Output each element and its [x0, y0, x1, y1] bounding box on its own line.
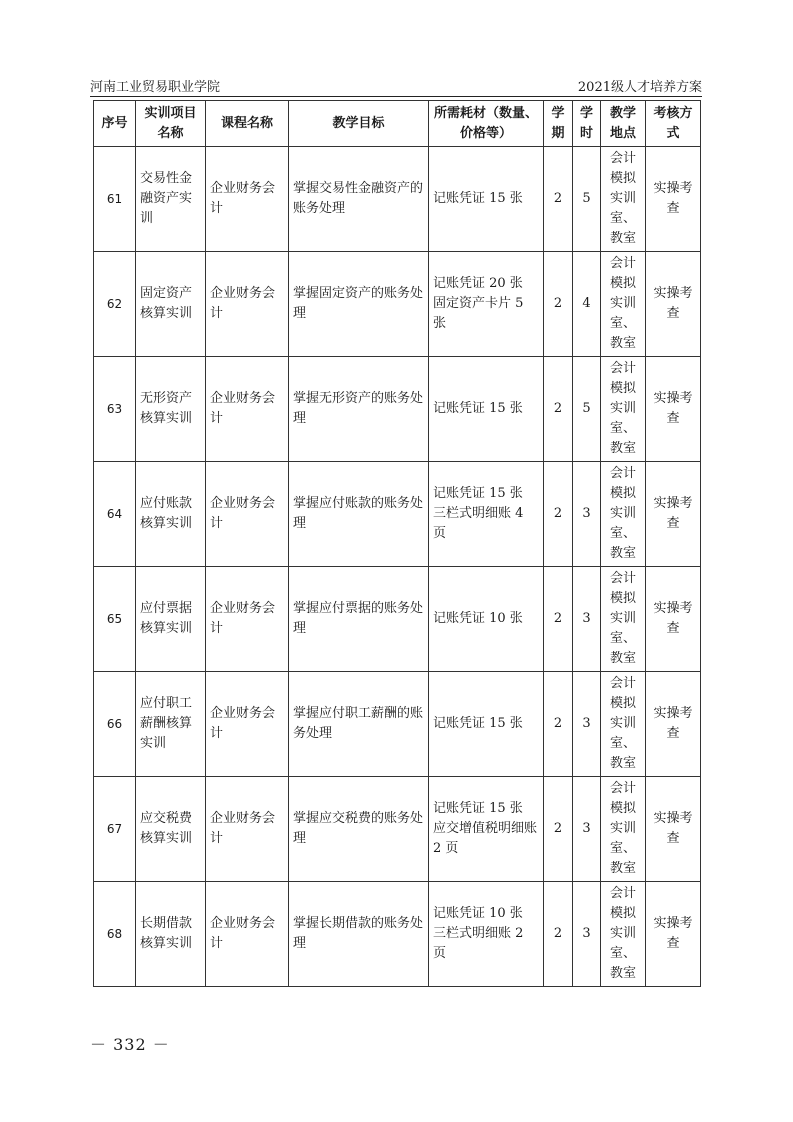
cell-hours: 3 [573, 567, 601, 672]
cell-hours: 3 [573, 777, 601, 882]
cell-course: 企业财务会计 [206, 882, 289, 987]
cell-num: 66 [94, 672, 136, 777]
cell-materials: 记账凭证 15 张 [429, 357, 544, 462]
col-header-place: 教学地点 [601, 101, 646, 147]
cell-goal: 掌握应付职工薪酬的账务处理 [289, 672, 429, 777]
cell-term: 2 [544, 567, 573, 672]
col-header-hours: 学时 [573, 101, 601, 147]
cell-place: 会计模拟实训室、教室 [601, 882, 646, 987]
table-row [94, 567, 701, 672]
cell-place: 会计模拟实训室、教室 [601, 462, 646, 567]
header-row [94, 101, 701, 147]
cell-goal: 掌握长期借款的账务处理 [289, 882, 429, 987]
table-row [94, 252, 701, 357]
training-table [93, 100, 701, 987]
col-header-term: 学期 [544, 101, 573, 147]
cell-assess: 实操考查 [646, 462, 701, 567]
cell-hours: 3 [573, 882, 601, 987]
cell-term: 2 [544, 777, 573, 882]
table-row [94, 672, 701, 777]
cell-course: 企业财务会计 [206, 567, 289, 672]
cell-name: 应交税费核算实训 [136, 777, 206, 882]
cell-num: 62 [94, 252, 136, 357]
cell-materials: 记账凭证 10 张 [429, 567, 544, 672]
cell-hours: 5 [573, 147, 601, 252]
cell-materials: 记账凭证 15 张 三栏式明细账 4 页 [429, 462, 544, 567]
cell-goal: 掌握交易性金融资产的账务处理 [289, 147, 429, 252]
cell-assess: 实操考查 [646, 777, 701, 882]
cell-num: 67 [94, 777, 136, 882]
cell-name: 交易性金融资产实训 [136, 147, 206, 252]
cell-hours: 5 [573, 357, 601, 462]
col-header-goal: 教学目标 [289, 101, 429, 147]
school-name: 河南工业贸易职业学院 [90, 80, 221, 95]
cell-place: 会计模拟实训室、教室 [601, 147, 646, 252]
cell-materials: 记账凭证 15 张 应交增值税明细账 2 页 [429, 777, 544, 882]
cell-course: 企业财务会计 [206, 147, 289, 252]
cell-num: 63 [94, 357, 136, 462]
cell-term: 2 [544, 252, 573, 357]
page-header [90, 76, 702, 97]
cell-goal: 掌握应付账款的账务处理 [289, 462, 429, 567]
cell-place: 会计模拟实训室、教室 [601, 252, 646, 357]
cell-term: 2 [544, 672, 573, 777]
cell-assess: 实操考查 [646, 672, 701, 777]
cell-course: 企业财务会计 [206, 252, 289, 357]
cell-assess: 实操考查 [646, 882, 701, 987]
cell-name: 固定资产核算实训 [136, 252, 206, 357]
col-header-name: 实训项目名称 [136, 101, 206, 147]
cell-term: 2 [544, 882, 573, 987]
cell-num: 61 [94, 147, 136, 252]
cell-hours: 3 [573, 462, 601, 567]
cell-num: 65 [94, 567, 136, 672]
cell-course: 企业财务会计 [206, 462, 289, 567]
cell-name: 应付票据核算实训 [136, 567, 206, 672]
cell-materials: 记账凭证 10 张 三栏式明细账 2 页 [429, 882, 544, 987]
table-row [94, 882, 701, 987]
table-row [94, 357, 701, 462]
cell-materials: 记账凭证 15 张 [429, 672, 544, 777]
cell-num: 64 [94, 462, 136, 567]
table-row [94, 147, 701, 252]
cell-assess: 实操考查 [646, 357, 701, 462]
col-header-num: 序号 [94, 101, 136, 147]
cell-name: 应付账款核算实训 [136, 462, 206, 567]
cell-assess: 实操考查 [646, 147, 701, 252]
cell-name: 应付职工薪酬核算实训 [136, 672, 206, 777]
cell-goal: 掌握应付票据的账务处理 [289, 567, 429, 672]
cell-materials: 记账凭证 15 张 [429, 147, 544, 252]
cell-term: 2 [544, 357, 573, 462]
cell-goal: 掌握应交税费的账务处理 [289, 777, 429, 882]
cell-assess: 实操考查 [646, 252, 701, 357]
cell-materials: 记账凭证 20 张 固定资产卡片 5 张 [429, 252, 544, 357]
cell-place: 会计模拟实训室、教室 [601, 777, 646, 882]
cell-course: 企业财务会计 [206, 357, 289, 462]
table-row [94, 777, 701, 882]
plan-title: 2021级人才培养方案 [577, 80, 702, 95]
cell-num: 68 [94, 882, 136, 987]
cell-name: 无形资产核算实训 [136, 357, 206, 462]
cell-hours: 4 [573, 252, 601, 357]
cell-assess: 实操考查 [646, 567, 701, 672]
cell-hours: 3 [573, 672, 601, 777]
cell-course: 企业财务会计 [206, 777, 289, 882]
cell-goal: 掌握固定资产的账务处理 [289, 252, 429, 357]
cell-place: 会计模拟实训室、教室 [601, 357, 646, 462]
table-row [94, 462, 701, 567]
col-header-course: 课程名称 [206, 101, 289, 147]
page-number: － 332 － [90, 1035, 170, 1054]
cell-place: 会计模拟实训室、教室 [601, 672, 646, 777]
cell-term: 2 [544, 462, 573, 567]
cell-name: 长期借款核算实训 [136, 882, 206, 987]
col-header-materials: 所需耗材（数量、价格等） [429, 101, 544, 147]
col-header-assess: 考核方式 [646, 101, 701, 147]
cell-goal: 掌握无形资产的账务处理 [289, 357, 429, 462]
cell-course: 企业财务会计 [206, 672, 289, 777]
cell-place: 会计模拟实训室、教室 [601, 567, 646, 672]
cell-term: 2 [544, 147, 573, 252]
